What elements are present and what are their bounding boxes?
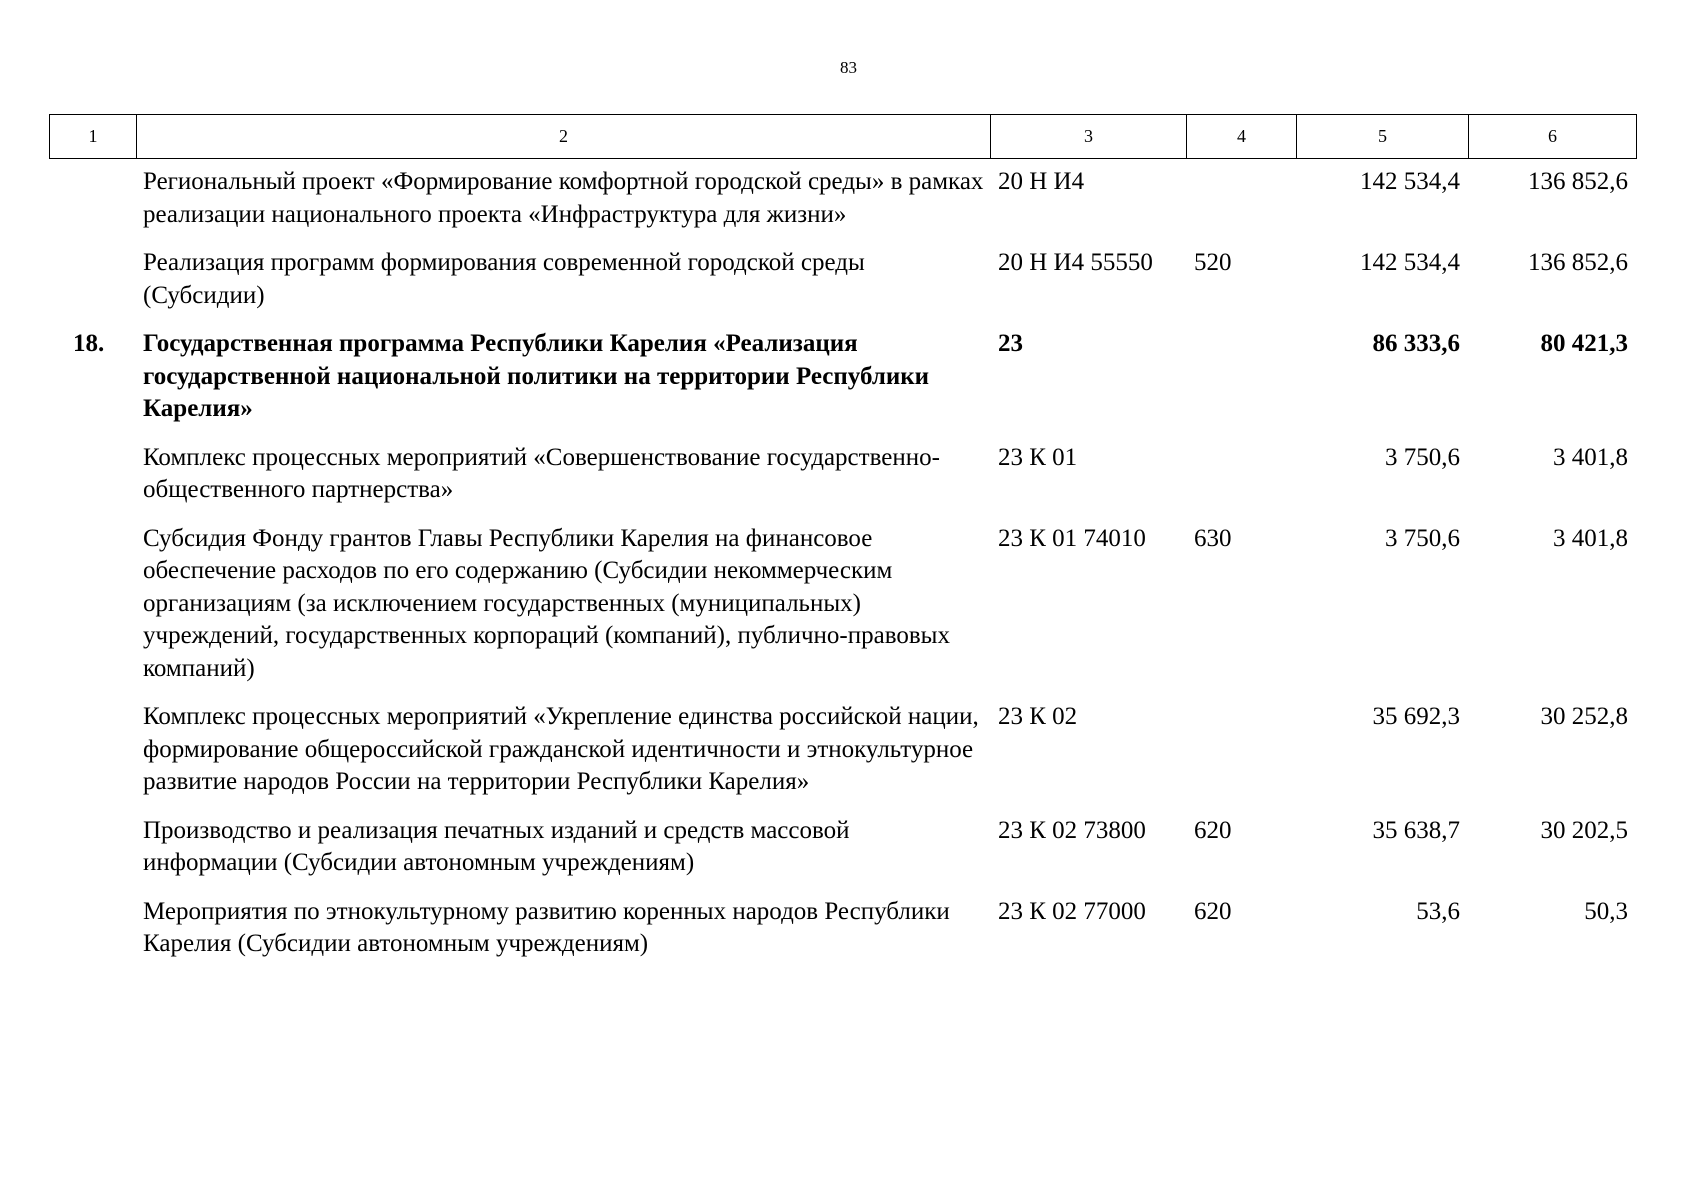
amount-col5: 35 638,7 <box>1372 816 1460 844</box>
row-name: Региональный проект «Формирование комфортной городской среды» в рамках реализации национального проекта «Инфраструктура для жизни» <box>143 168 984 228</box>
row-number <box>49 166 136 231</box>
amount-col5: 53,6 <box>1416 897 1460 925</box>
row-number <box>49 523 136 686</box>
column-header-5: 5 <box>1297 115 1469 159</box>
target-article-code: 23 К 01 74010 <box>998 524 1146 552</box>
target-article-code: 20 Н И4 55550 <box>998 249 1153 276</box>
target-article-code: 23 К 02 73800 <box>998 816 1146 844</box>
column-header-table <box>49 114 1637 159</box>
row-name: Производство и реализация печатных изданий и средств массовой информации (Субсидии автономным учреждениям) <box>143 816 850 876</box>
row-number <box>49 247 136 312</box>
amount-col5: 142 534,4 <box>1360 249 1460 276</box>
amount-col6: 30 252,8 <box>1540 703 1628 730</box>
row-name: Комплекс процессных мероприятий «Совершенствование государственно-общественного партнерства» <box>143 443 940 503</box>
row-number <box>49 815 136 880</box>
amount-col6: 136 852,6 <box>1528 168 1628 195</box>
table-row <box>49 328 1636 426</box>
amount-col6: 136 852,6 <box>1528 249 1628 276</box>
target-article-code: 23 <box>998 330 1023 357</box>
target-article-code: 23 К 02 <box>998 703 1078 730</box>
amount-col5: 3 750,6 <box>1385 524 1460 552</box>
row-number <box>49 442 136 507</box>
column-header-1: 1 <box>50 115 137 159</box>
row-number <box>49 896 136 961</box>
expense-type-code: 520 <box>1194 249 1232 276</box>
table-row <box>49 442 1636 507</box>
amount-col5: 86 333,6 <box>1372 330 1460 357</box>
column-header-2: 2 <box>137 115 991 159</box>
expense-type-code <box>1186 701 1296 799</box>
expense-type-code: 630 <box>1194 524 1232 552</box>
expense-type-code <box>1186 442 1296 507</box>
amount-col6: 3 401,8 <box>1553 443 1628 471</box>
table-row <box>49 896 1636 961</box>
amount-col6: 30 202,5 <box>1540 816 1628 844</box>
amount-col5: 3 750,6 <box>1385 443 1460 471</box>
row-name: Государственная программа Республики Карелия «Реализация государственной национальной политики на территории Республики Карелия» <box>143 330 930 422</box>
column-header-3: 3 <box>991 115 1187 159</box>
row-name: Субсидия Фонду грантов Главы Республики Карелия на финансовое обеспечение расходов по его содержанию (Субсидии некоммерческим организациям (за исключением государственных (муниципальных) учреждений, государственных корпораций (компаний), публично-правовых компаний) <box>143 524 950 682</box>
expense-type-code <box>1186 166 1296 231</box>
expense-type-code: 620 <box>1194 897 1232 925</box>
column-number-row <box>50 115 1637 159</box>
row-number <box>49 701 136 799</box>
expense-type-code <box>1186 328 1296 426</box>
table-row <box>49 166 1636 231</box>
target-article-code: 20 Н И4 <box>998 168 1085 195</box>
table-row <box>49 815 1636 880</box>
column-header-6: 6 <box>1469 115 1637 159</box>
amount-col6: 50,3 <box>1584 897 1628 925</box>
page-number: 83 <box>840 58 857 77</box>
row-name: Реализация программ формирования современной городской среды (Субсидии) <box>143 249 865 309</box>
expense-type-code: 620 <box>1194 816 1232 844</box>
budget-table-body <box>49 166 1636 977</box>
row-name: Комплекс процессных мероприятий «Укрепление единства российской нации, формирование общероссийской гражданской идентичности и этнокультурное развитие народов России на территории Республики Карелия» <box>143 703 979 795</box>
amount-col5: 142 534,4 <box>1360 168 1460 195</box>
table-row <box>49 523 1636 686</box>
amount-col6: 3 401,8 <box>1553 524 1628 552</box>
table-row <box>49 701 1636 799</box>
column-header-4: 4 <box>1187 115 1297 159</box>
amount-col5: 35 692,3 <box>1372 703 1460 730</box>
row-name: Мероприятия по этнокультурному развитию коренных народов Республики Карелия (Субсидии автономным учреждениям) <box>143 897 950 957</box>
target-article-code: 23 К 01 <box>998 443 1078 471</box>
row-number: 18. <box>73 330 105 357</box>
amount-col6: 80 421,3 <box>1540 330 1628 357</box>
table-row <box>49 247 1636 312</box>
target-article-code: 23 К 02 77000 <box>998 897 1146 925</box>
